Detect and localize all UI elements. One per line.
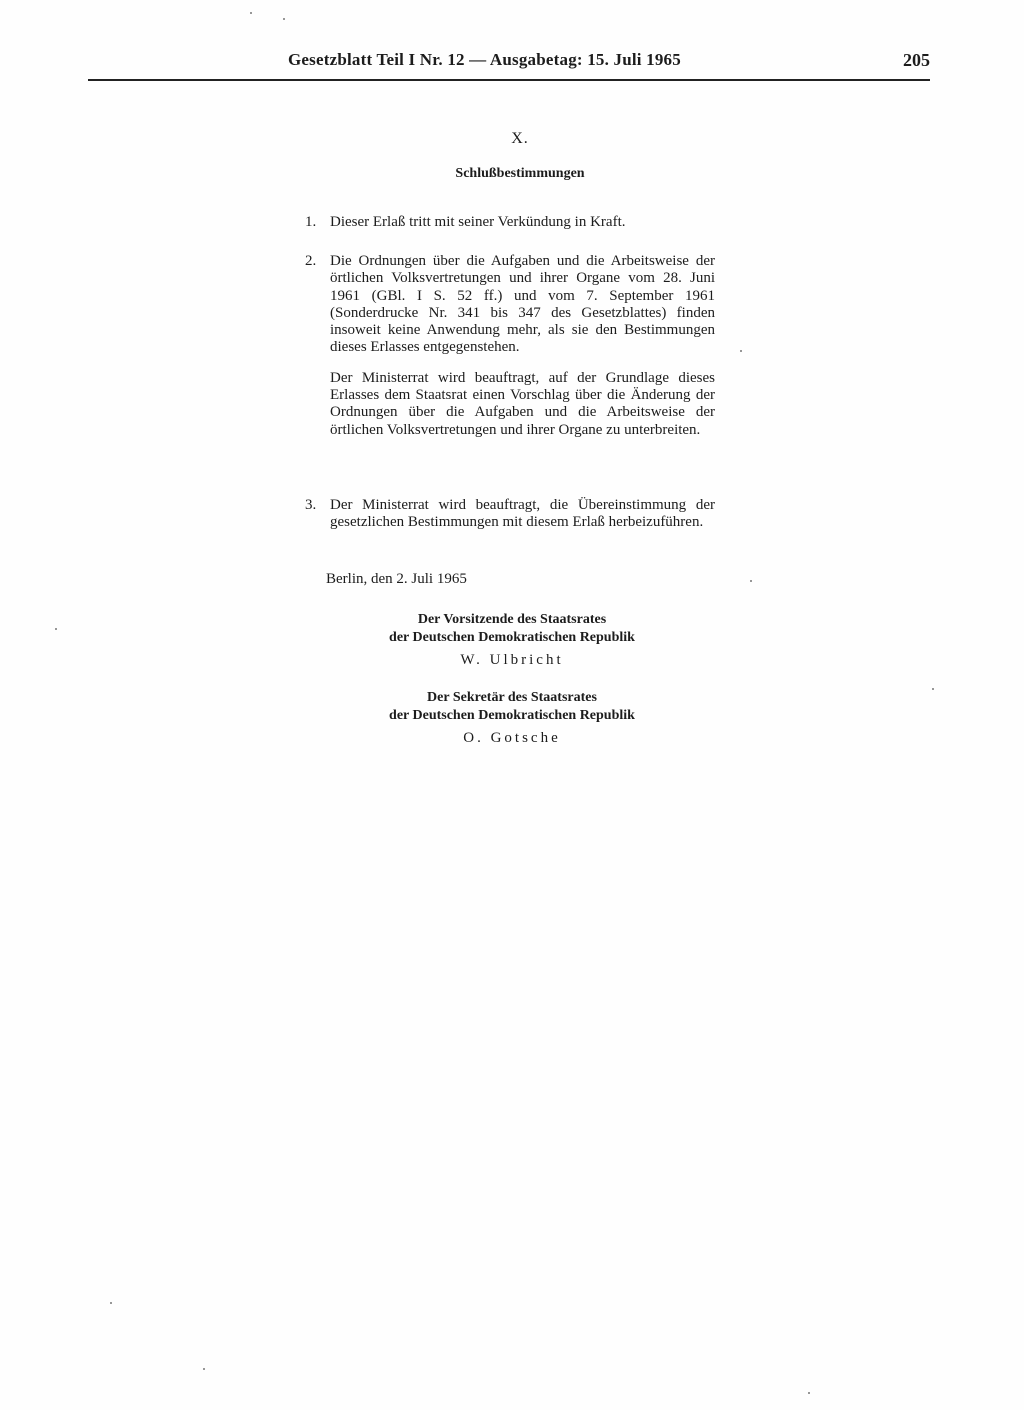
section-title: Schlußbestimmungen xyxy=(455,166,585,181)
scan-speck xyxy=(203,1368,205,1370)
header-rule xyxy=(88,79,930,81)
provision-3 xyxy=(305,497,715,532)
signatory-title-secretary xyxy=(0,689,1024,725)
signatory-title-line: Der Vorsitzende des Staatsrates xyxy=(417,612,607,627)
signatory-title-chairman xyxy=(0,611,1024,647)
gazette-issue-title: Gesetzblatt Teil I Nr. 12 — Ausgabetag: 15. Juli 1965 xyxy=(288,50,681,69)
section-number: X. xyxy=(511,130,529,147)
signatory-title-line: Der Sekretär des Staatsrates xyxy=(427,690,597,705)
provision-paragraph: Der Ministerrat wird beauftragt, die Übereinstimmung der gesetzlichen Bestimmungen mit diesem Erlaß herbeizuführen. xyxy=(330,497,715,531)
provision-paragraph: Die Ordnungen über die Aufgaben und die Arbeitsweise der örtlichen Volksvertretungen und ihrer Organe vom 28. Juni 1961 (GBl. I S. 52 ff.) und vom 7. September 1961 (Sonderdrucke Nr. 341 bis 347 des Gesetzblattes) finden insoweit keine Anwendung mehr, als sie den Bestimmungen dieses Erlasses entgegenstehen. xyxy=(330,253,715,356)
signatory-name: W. Ulbricht xyxy=(460,652,564,668)
provision-2 xyxy=(305,253,715,439)
scan-speck xyxy=(250,12,252,14)
scan-speck xyxy=(932,688,934,690)
provision-number: 2. xyxy=(305,253,317,269)
provision-number: 1. xyxy=(305,214,317,230)
scan-speck xyxy=(283,18,285,20)
page-header xyxy=(88,48,930,84)
provision-paragraph: Dieser Erlaß tritt mit seiner Verkündung in Kraft. xyxy=(330,214,626,230)
provision-number: 3. xyxy=(305,497,317,513)
place-date: Berlin, den 2. Juli 1965 xyxy=(326,571,467,587)
scan-speck xyxy=(55,628,57,630)
signatory-title-line: der Deutschen Demokratischen Republik xyxy=(389,708,635,723)
signatory-title-line: der Deutschen Demokratischen Republik xyxy=(389,630,635,645)
scan-speck xyxy=(808,1392,810,1394)
scan-speck xyxy=(110,1302,112,1304)
provision-1 xyxy=(305,214,715,231)
signatory-name: O. Gotsche xyxy=(463,730,561,746)
provision-paragraph: Der Ministerrat wird beauftragt, auf der Grundlage dieses Erlasses dem Staatsrat einen Vorschlag über die Änderung der Ordnungen über die Aufgaben und die Arbeitsweise der örtlichen Volksvertretungen und ihrer Organe zu unterbreiten. xyxy=(330,369,715,438)
scan-speck xyxy=(740,350,742,352)
page-number: 205 xyxy=(903,50,930,70)
scan-speck xyxy=(750,580,752,582)
